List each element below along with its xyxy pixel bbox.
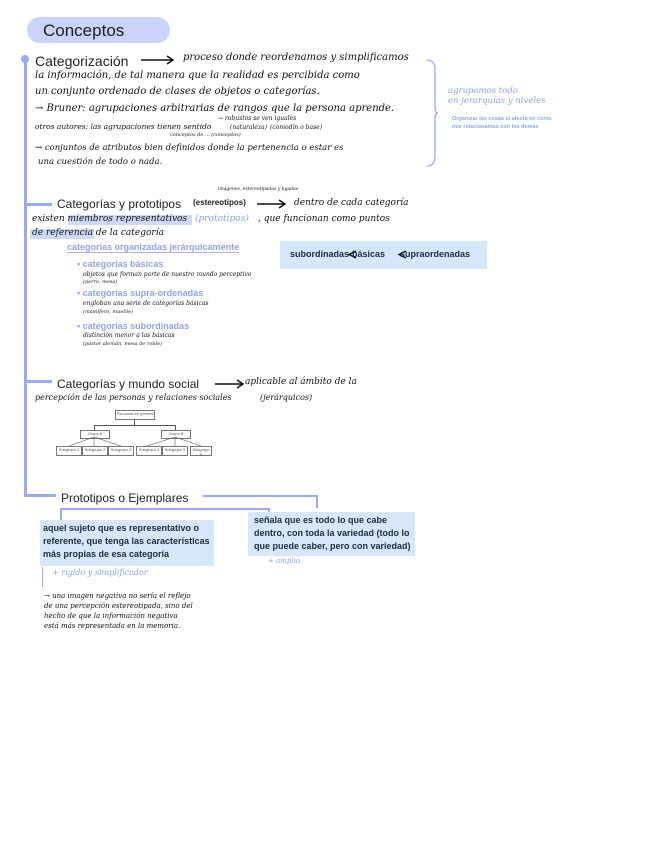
- side-note-1: agrupamos todo: [448, 86, 518, 96]
- organized-label: categorías organizadas jerárquicamente: [67, 242, 240, 252]
- categorizacion-arrow-text: proceso donde reordenamos y simplificamos: [183, 52, 409, 63]
- org-leaf-node: Subgrupo 5: [162, 446, 188, 456]
- otros-autores-line: otros autores: las agrupaciones tienen sentido: [35, 122, 212, 131]
- note-connector: [42, 567, 43, 587]
- ejemplar-note: + amplio: [268, 557, 301, 565]
- org-leaf-node: Subgrupo 3: [108, 446, 134, 456]
- org-leaf-node: Subgrupo 2: [82, 446, 108, 456]
- bullet-supra: • categorías supra-ordenadas: [77, 288, 204, 298]
- ejemplares-connector: [316, 495, 318, 508]
- connector-dot: [21, 55, 29, 63]
- prototipos-line1-c: , que funcionan como puntos: [258, 214, 390, 224]
- subordinadas-desc: distinción menor a las básicas: [83, 332, 175, 339]
- social-line2-b: (jerárquicos): [260, 393, 313, 402]
- ejemplares-connector: [203, 495, 318, 497]
- supra-desc: engloban una serie de categorías básicas: [83, 300, 209, 307]
- ejemplares-connector: [60, 508, 270, 510]
- prototipo-description: aquel sujeto que es representativo o referente, que tenga las características más propias de esa categoría: [43, 523, 210, 559]
- connector-branch-prototipos: [24, 203, 52, 206]
- side-print-2: nos relacionamos con los demás: [452, 124, 539, 130]
- supra-example: (mamífero, mueble): [83, 309, 134, 315]
- arrow-icon: [140, 55, 176, 65]
- categorizacion-line1: la información, de tal manera que la realidad es percibida como: [35, 70, 360, 81]
- prototipos-arrow-text: dentro de cada categoría: [294, 198, 409, 208]
- brace-icon: [425, 58, 439, 168]
- prototipos-heading: Categorías y prototipos: [57, 197, 182, 211]
- ejemplares-heading: Prototipos o Ejemplares: [61, 491, 189, 505]
- bottom-line4: está más representada en la memoria.: [44, 622, 181, 630]
- org-leaf-node: Subgrupo 1: [56, 446, 82, 456]
- arrow-icon: [256, 199, 288, 209]
- social-line2: percepción de las personas y relaciones sociales: [35, 393, 232, 402]
- hierarchy-basicas: básicas: [352, 249, 386, 259]
- org-top-node: Personas en general: [115, 410, 155, 420]
- basicas-desc: objetos que forman parte de nuestro mundo perceptivo: [83, 271, 252, 278]
- bottom-line1: → una imagen negativa no sería el reflejo: [44, 592, 191, 600]
- conjuntos-line1: → conjuntos de atributos bien definidos donde la pertenencia o estar es: [35, 143, 344, 153]
- main-connector-line: [24, 57, 27, 497]
- connector-branch-social: [24, 380, 52, 383]
- side-note-2: en jerarquías y niveles: [448, 96, 546, 106]
- otros-note1: (naturaleza): [230, 124, 268, 131]
- hierarchy-supraordenadas: supraordenadas: [400, 249, 471, 259]
- prototipo-note: + rígido y simplificador: [52, 568, 148, 577]
- prototipos-small-note: imágenes, estereotipadas y ligadas: [218, 187, 299, 192]
- bruner-note: → robustos se ven iguales: [218, 115, 297, 122]
- categorizacion-line2: un conjunto ordenado de clases de objetos o categorías.: [35, 86, 320, 97]
- basicas-example: (perro, mesa): [83, 279, 118, 285]
- categorizacion-heading: Categorización: [35, 53, 129, 69]
- page-title: Conceptos: [43, 21, 125, 40]
- prototipos-line2: de referencia de la categoría: [32, 228, 164, 238]
- org-leaf-node: Subgrupo 6: [190, 446, 212, 456]
- org-mid-node: Grupo B: [161, 430, 191, 439]
- bottom-line3: hecho de que la información negativa: [44, 612, 178, 620]
- subordinadas-example: (pastor alemán, mesa de roble): [83, 341, 163, 347]
- org-line: [94, 425, 175, 426]
- otros-note3: conceptos de ... (conceptos): [170, 132, 241, 138]
- hierarchy-subordinadas: subordinadas: [290, 249, 350, 259]
- social-arrow-text: aplicable al ámbito de la: [245, 377, 357, 387]
- arrow-icon: [214, 379, 246, 389]
- bruner-line: → Bruner: agrupaciones arbitrarias de rangos que la persona aprende.: [35, 103, 395, 114]
- social-heading: Categorías y mundo social: [57, 377, 200, 391]
- prototipos-line1-b: (prototipos): [195, 214, 249, 224]
- org-leaf-node: Subgrupo 4: [136, 446, 162, 456]
- estereotipos-label: (estereotipos): [193, 198, 246, 207]
- otros-note2: (comodín o base): [270, 124, 323, 131]
- connector-branch-ejemplares: [24, 494, 56, 497]
- ejemplar-description: señala que es todo lo que cabe dentro, con toda la variedad (todo lo que puede caber, pero con variedad): [254, 515, 411, 551]
- side-print-1: Organizar las cosas si afecta en cómo: [452, 116, 552, 122]
- org-mid-node: Grupo A: [80, 430, 110, 439]
- conjuntos-line2: una cuestión de todo o nada.: [38, 157, 163, 167]
- bottom-line2: de una percepción estereotipada, sino del: [44, 602, 193, 610]
- prototipos-line1-a: existen miembros representativos: [32, 214, 188, 224]
- bullet-basicas: • categorías básicas: [77, 259, 164, 269]
- bullet-subordinadas: • categorías subordinadas: [77, 321, 190, 331]
